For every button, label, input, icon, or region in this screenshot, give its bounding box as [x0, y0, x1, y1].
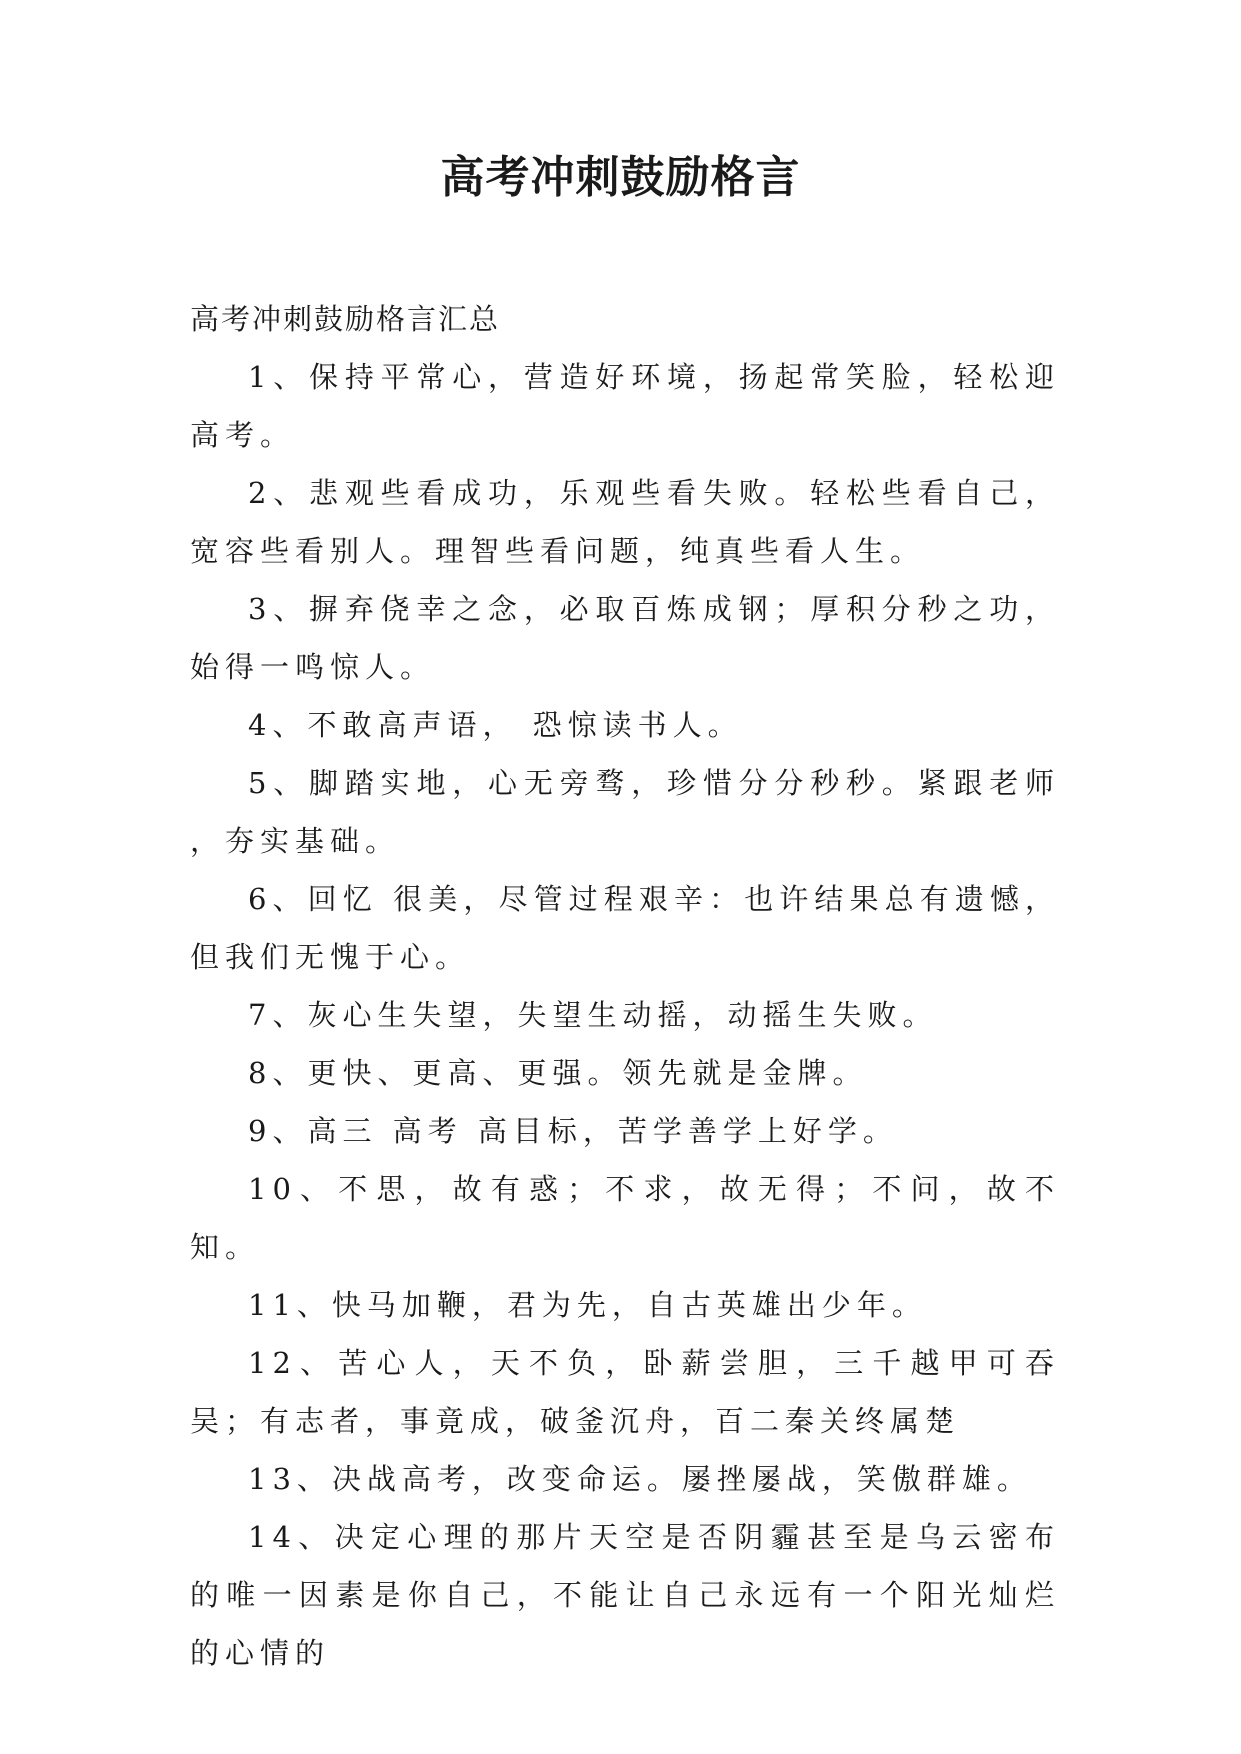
quote-item-10: 10、不思，故有惑；不求，故无得；不问，故不知。: [190, 1172, 1060, 1264]
quote-item-2: 2、悲观些看成功，乐观些看失败。轻松些看自己，宽容些看别人。理智些看问题，纯真些看人生。: [190, 476, 1060, 568]
quote-item-4: 4、不敢高声语， 恐惊读书人。: [248, 708, 743, 742]
section-heading: 高考冲刺鼓励格言汇总: [190, 302, 501, 336]
quote-item-13: 13、决战高考，改变命运。屡挫屡战，笑傲群雄。: [248, 1462, 1032, 1496]
quote-item-3: 3、摒弃侥幸之念，必取百炼成钢；厚积分秒之功，始得一鸣惊人。: [190, 592, 1060, 684]
quote-item-1: 1、保持平常心，营造好环境，扬起常笑脸，轻松迎高考。: [190, 360, 1060, 452]
quote-item-9: 9、高三 高考 高目标，苦学善学上好学。: [248, 1114, 898, 1148]
quote-item-7: 7、灰心生失望，失望生动摇，动摇生失败。: [248, 998, 938, 1032]
page-title: 高考冲刺鼓励格言: [440, 152, 801, 203]
quote-item-11: 11、快马加鞭，君为先，自古英雄出少年。: [248, 1288, 927, 1322]
quote-item-12: 12、苦心人，天不负，卧薪尝胆，三千越甲可吞吴；有志者，事竟成，破釜沉舟，百二秦关终属楚: [190, 1346, 1060, 1438]
document-body: [190, 290, 1060, 1682]
quote-item-14: 14、决定心理的那片天空是否阴霾甚至是乌云密布的唯一因素是你自己，不能让自己永远有一个阳光灿烂的心情的: [190, 1520, 1060, 1670]
quote-item-6: 6、回忆 很美，尽管过程艰辛：也许结果总有遗憾，但我们无愧于心。: [190, 882, 1060, 974]
quote-item-5: 5、脚踏实地，心无旁骛，珍惜分分秒秒。紧跟老师 ，夯实基础。: [190, 766, 1060, 858]
quote-item-8: 8、更快、更高、更强。领先就是金牌。: [248, 1056, 868, 1090]
